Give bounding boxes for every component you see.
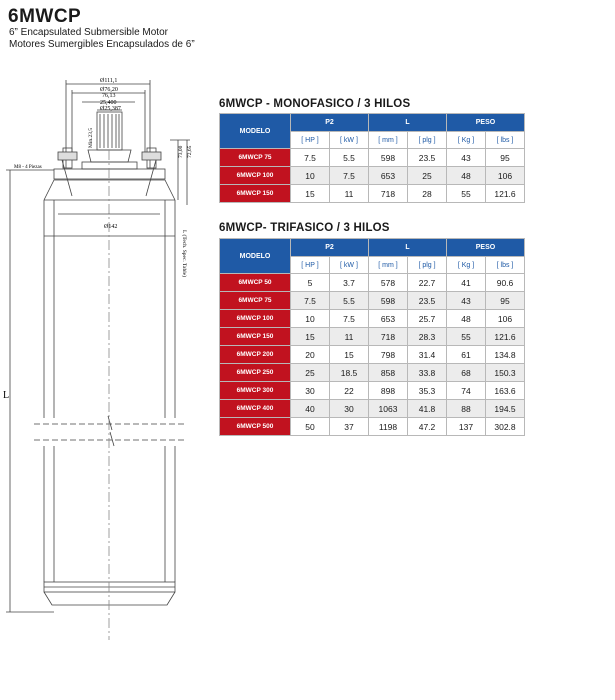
plg-cell: 33.8 xyxy=(408,364,447,382)
kg-cell: 55 xyxy=(447,185,486,203)
plg-cell: 25.7 xyxy=(408,310,447,328)
kg-cell: 137 xyxy=(447,418,486,436)
mm-cell: 578 xyxy=(369,274,408,292)
model-cell: 6MWCP 250 xyxy=(220,364,291,382)
unit-mm: [ mm ] xyxy=(369,132,408,149)
col-peso: PESO xyxy=(447,239,525,257)
hp-cell: 30 xyxy=(291,382,330,400)
unit-kw: [ kW ] xyxy=(330,132,369,149)
dim-ltable: L (Tech. Spec. Table) xyxy=(181,230,187,278)
plg-cell: 31.4 xyxy=(408,346,447,364)
kw-cell: 7.5 xyxy=(330,310,369,328)
plg-cell: 28.3 xyxy=(408,328,447,346)
plg-cell: 22.7 xyxy=(408,274,447,292)
hp-cell: 15 xyxy=(291,185,330,203)
lbs-cell: 150.3 xyxy=(486,364,525,382)
mm-cell: 798 xyxy=(369,346,408,364)
lbs-cell: 163.6 xyxy=(486,382,525,400)
kg-cell: 55 xyxy=(447,328,486,346)
dim-d76: Ø76,20 xyxy=(100,87,118,93)
kg-cell: 74 xyxy=(447,382,486,400)
unit-lbs: [ lbs ] xyxy=(486,257,525,274)
table-row xyxy=(220,185,525,203)
kw-cell: 22 xyxy=(330,382,369,400)
col-p2: P2 xyxy=(291,114,369,132)
mono-section-title: 6MWCP - MONOFASICO / 3 HILOS xyxy=(219,98,411,110)
mm-cell: 598 xyxy=(369,149,408,167)
mm-cell: 653 xyxy=(369,310,408,328)
model-cell: 6MWCP 50 xyxy=(220,274,291,292)
unit-hp: [ HP ] xyxy=(291,257,330,274)
model-cell: 6MWCP 150 xyxy=(220,185,291,203)
kw-cell: 30 xyxy=(330,400,369,418)
table-row xyxy=(220,167,525,185)
col-modelo: MODELO xyxy=(220,114,291,149)
hp-cell: 25 xyxy=(291,364,330,382)
lbs-cell: 121.6 xyxy=(486,185,525,203)
kg-cell: 61 xyxy=(447,346,486,364)
plg-cell: 23.5 xyxy=(408,149,447,167)
unit-kg: [ Kg ] xyxy=(447,257,486,274)
dim-l: L xyxy=(3,390,10,401)
dim-d7265: 72,65 xyxy=(187,145,193,158)
model-cell: 6MWCP 100 xyxy=(220,310,291,328)
table-row xyxy=(220,364,525,382)
table-row xyxy=(220,400,525,418)
model-cell: 6MWCP 150 xyxy=(220,328,291,346)
kw-cell: 5.5 xyxy=(330,292,369,310)
table-row xyxy=(220,274,525,292)
lbs-cell: 121.6 xyxy=(486,328,525,346)
kw-cell: 3.7 xyxy=(330,274,369,292)
lbs-cell: 90.6 xyxy=(486,274,525,292)
mm-cell: 1198 xyxy=(369,418,408,436)
lbs-cell: 95 xyxy=(486,292,525,310)
dim-d25400: 25,400 xyxy=(100,100,117,106)
plg-cell: 25 xyxy=(408,167,447,185)
model-cell: 6MWCP 500 xyxy=(220,418,291,436)
table-row xyxy=(220,382,525,400)
unit-hp: [ HP ] xyxy=(291,132,330,149)
mm-cell: 1063 xyxy=(369,400,408,418)
table-row xyxy=(220,292,525,310)
unit-kg: [ Kg ] xyxy=(447,132,486,149)
dim-min: Min.23,5 xyxy=(88,127,94,148)
col-p2: P2 xyxy=(291,239,369,257)
unit-kw: [ kW ] xyxy=(330,257,369,274)
kw-cell: 18.5 xyxy=(330,364,369,382)
plg-cell: 23.5 xyxy=(408,292,447,310)
col-modelo: MODELO xyxy=(220,239,291,274)
plg-cell: 35.3 xyxy=(408,382,447,400)
model-cell: 6MWCP 200 xyxy=(220,346,291,364)
motor-drawing xyxy=(0,60,210,700)
hp-cell: 7.5 xyxy=(291,292,330,310)
hp-cell: 15 xyxy=(291,328,330,346)
kg-cell: 41 xyxy=(447,274,486,292)
unit-plg: [ plg ] xyxy=(408,132,447,149)
mm-cell: 598 xyxy=(369,292,408,310)
kw-cell: 5.5 xyxy=(330,149,369,167)
dim-m8: M8 - 4 Piezas xyxy=(14,165,42,170)
kw-cell: 11 xyxy=(330,328,369,346)
table-row xyxy=(220,328,525,346)
unit-plg: [ plg ] xyxy=(408,257,447,274)
kg-cell: 48 xyxy=(447,167,486,185)
hp-cell: 7.5 xyxy=(291,149,330,167)
col-peso: PESO xyxy=(447,114,525,132)
kw-cell: 37 xyxy=(330,418,369,436)
hp-cell: 5 xyxy=(291,274,330,292)
tri-spec-table xyxy=(219,238,525,436)
kg-cell: 48 xyxy=(447,310,486,328)
table-row xyxy=(220,418,525,436)
lbs-cell: 134.8 xyxy=(486,346,525,364)
hp-cell: 10 xyxy=(291,167,330,185)
model-cell: 6MWCP 75 xyxy=(220,292,291,310)
plg-cell: 41.8 xyxy=(408,400,447,418)
subtitle-english: 6” Encapsulated Submersible Motor xyxy=(9,27,168,38)
table-row xyxy=(220,310,525,328)
kg-cell: 43 xyxy=(447,149,486,167)
kw-cell: 15 xyxy=(330,346,369,364)
unit-mm: [ mm ] xyxy=(369,257,408,274)
plg-cell: 28 xyxy=(408,185,447,203)
table-row xyxy=(220,346,525,364)
model-cell: 6MWCP 100 xyxy=(220,167,291,185)
col-l: L xyxy=(369,114,447,132)
model-cell: 6MWCP 400 xyxy=(220,400,291,418)
hp-cell: 10 xyxy=(291,310,330,328)
table-row xyxy=(220,149,525,167)
mm-cell: 898 xyxy=(369,382,408,400)
hp-cell: 20 xyxy=(291,346,330,364)
kw-cell: 7.5 xyxy=(330,167,369,185)
page-title: 6MWCP xyxy=(8,6,82,27)
kg-cell: 88 xyxy=(447,400,486,418)
model-cell: 6MWCP 300 xyxy=(220,382,291,400)
dim-d73: 73,00 xyxy=(178,145,184,158)
mm-cell: 718 xyxy=(369,185,408,203)
mm-cell: 858 xyxy=(369,364,408,382)
tri-section-title: 6MWCP- TRIFASICO / 3 HILOS xyxy=(219,222,390,234)
kg-cell: 43 xyxy=(447,292,486,310)
lbs-cell: 106 xyxy=(486,167,525,185)
lbs-cell: 302.8 xyxy=(486,418,525,436)
unit-lbs: [ lbs ] xyxy=(486,132,525,149)
lbs-cell: 106 xyxy=(486,310,525,328)
lbs-cell: 194.5 xyxy=(486,400,525,418)
mono-spec-table xyxy=(219,113,525,203)
dim-d2537: Ø25,387 xyxy=(100,106,121,112)
kg-cell: 68 xyxy=(447,364,486,382)
hp-cell: 50 xyxy=(291,418,330,436)
mm-cell: 718 xyxy=(369,328,408,346)
lbs-cell: 95 xyxy=(486,149,525,167)
dim-d7613: 76,13 xyxy=(102,93,116,99)
dim-d142: Ø142 xyxy=(104,224,118,230)
mm-cell: 653 xyxy=(369,167,408,185)
kw-cell: 11 xyxy=(330,185,369,203)
plg-cell: 47.2 xyxy=(408,418,447,436)
dim-d111: Ø111,1 xyxy=(100,78,118,84)
col-l: L xyxy=(369,239,447,257)
model-cell: 6MWCP 75 xyxy=(220,149,291,167)
subtitle-spanish: Motores Sumergibles Encapsulados de 6” xyxy=(9,39,195,50)
hp-cell: 40 xyxy=(291,400,330,418)
